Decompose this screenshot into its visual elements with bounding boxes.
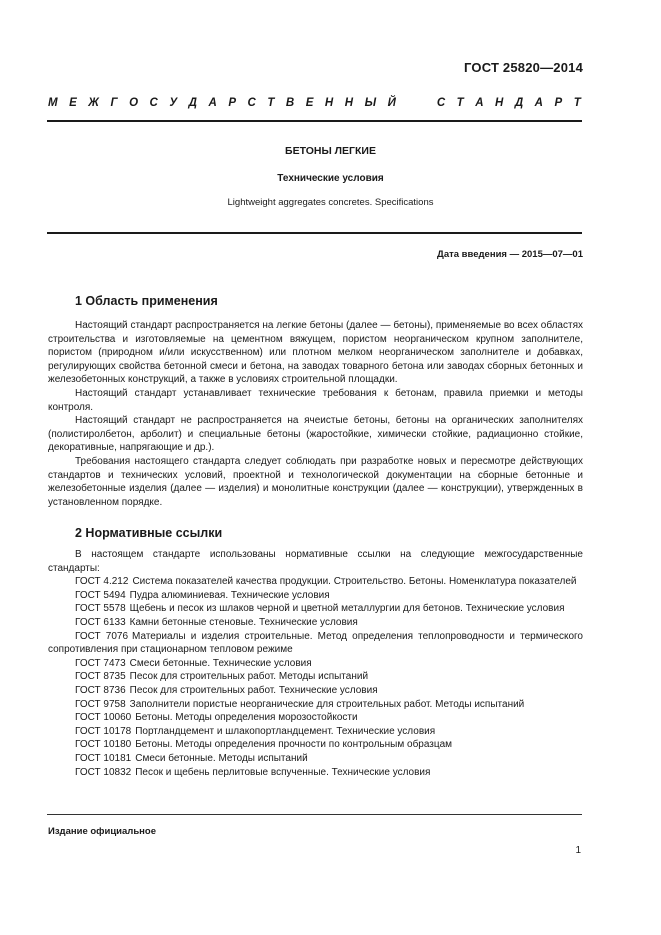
- reference-text: Смеси бетонные. Методы испытаний: [135, 752, 308, 764]
- document-code: ГОСТ 25820—2014: [464, 60, 583, 75]
- standard-type-letter: Г: [110, 97, 118, 109]
- standard-type-letter: С: [247, 97, 256, 109]
- reference-item: [48, 657, 583, 671]
- reference-text: Песок и щебень перлитовые вспученные. Технические условия: [135, 766, 431, 778]
- reference-code: ГОСТ 8735: [75, 671, 126, 683]
- standard-type-letter: Н: [324, 97, 334, 109]
- reference-item: [48, 752, 583, 766]
- standard-type-letter: О: [129, 97, 139, 109]
- reference-item: [48, 630, 583, 657]
- reference-text: Пудра алюминиевая. Технические условия: [129, 589, 330, 601]
- reference-code: ГОСТ 7473: [75, 657, 126, 669]
- paragraph: Настоящий стандарт распространяется на легкие бетоны (далее — бетоны), применяемые во всех областях строительства и изготовляемые на цементном вяжущем, пористом неорганическом крупном заполнителе, пористом (природном и/или искусственном) или плотном мелком неорганическом заполнителе и добавках, регулирующих свойства бетонной смеси и бетона, на заводах товарного бетона или заводах сборных бетонных и железобетонных конструкций, а также в условиях строительной площадки.: [48, 320, 583, 386]
- reference-item: [48, 766, 583, 780]
- standard-type-letter: А: [534, 97, 543, 109]
- reference-item: [48, 575, 583, 589]
- section-1-body: [48, 319, 583, 509]
- standard-type-letter: М: [48, 97, 58, 109]
- title-divider: [47, 232, 582, 234]
- reference-text: Заполнители пористые неорганические для строительных работ. Методы испытаний: [129, 698, 525, 710]
- reference-item: [48, 602, 583, 616]
- reference-code: ГОСТ 6133: [75, 616, 126, 628]
- standard-type-letter: Р: [228, 97, 236, 109]
- standard-type-letter: Т: [456, 97, 464, 109]
- standard-type-letter: В: [285, 97, 295, 109]
- standard-type-letter: А: [475, 97, 484, 109]
- reference-code: ГОСТ 4.212: [75, 576, 129, 588]
- reference-text: Портландцемент и шлакопортландцемент. Технические условия: [135, 725, 436, 737]
- reference-code: ГОСТ 7076: [75, 630, 129, 642]
- reference-text: Система показателей качества продукции. Строительство. Бетоны. Номенклатура показателей: [132, 576, 577, 588]
- reference-code: ГОСТ 5494: [75, 589, 126, 601]
- footer-divider: [47, 814, 582, 815]
- paragraph: Настоящий стандарт устанавливает технические требования к бетонам, правила приемки и методы контроля.: [48, 387, 583, 413]
- standard-type-letter: Ы: [364, 97, 377, 109]
- reference-code: ГОСТ 10832: [75, 766, 132, 778]
- document-subtitle: Технические условия: [277, 173, 384, 184]
- reference-text: Щебень и песок из шлаков черной и цветной металлургии для бетонов. Технические условия: [129, 603, 565, 615]
- standard-type-heading: [48, 97, 581, 113]
- reference-text: Камни бетонные стеновые. Технические условия: [129, 616, 358, 628]
- reference-item: [48, 616, 583, 630]
- paragraph: Настоящий стандарт не распространяется на ячеистые бетоны, бетоны на органических заполнителях (полистиролбетон, арболит) и специальные бетоны (жаростойкие, химически стойкие, радиационно стойкие, декоративные, напрягающие и др.).: [48, 415, 583, 454]
- word-gap: [407, 97, 410, 113]
- normative-references-list: [48, 575, 583, 779]
- reference-text: Бетоны. Методы определения прочности по контрольным образцам: [135, 739, 453, 751]
- standard-type-letter: Д: [514, 97, 524, 109]
- standard-type-letter: Р: [554, 97, 563, 109]
- reference-code: ГОСТ 5578: [75, 603, 126, 615]
- edition-label: Издание официальное: [48, 826, 156, 837]
- standard-type-letter: Е: [305, 97, 314, 109]
- standard-type-letter: Е: [69, 97, 77, 109]
- standard-type-letter: Т: [267, 97, 275, 109]
- reference-text: Бетоны. Методы определения морозостойкости: [135, 712, 358, 724]
- standard-type-letter: Т: [573, 97, 581, 109]
- reference-item: [48, 711, 583, 725]
- reference-code: ГОСТ 10060: [75, 712, 132, 724]
- english-title: Lightweight aggregates concretes. Specifications: [227, 197, 434, 208]
- section-2-body: [48, 548, 583, 779]
- document-title: БЕТОНЫ ЛЕГКИЕ: [285, 145, 376, 157]
- standard-type-letter: У: [169, 97, 178, 109]
- reference-item: [48, 725, 583, 739]
- standard-type-letter: Й: [387, 97, 396, 109]
- reference-item: [48, 589, 583, 603]
- page-number: 1: [575, 845, 581, 856]
- reference-code: ГОСТ 8736: [75, 684, 126, 696]
- standard-type-letter: С: [149, 97, 158, 109]
- standard-type-letter: Н: [344, 97, 354, 109]
- reference-item: [48, 684, 583, 698]
- reference-item: [48, 738, 583, 752]
- standard-type-letter: Н: [495, 97, 504, 109]
- word-gap: [422, 97, 425, 113]
- reference-code: ГОСТ 10180: [75, 739, 132, 751]
- reference-text: Смеси бетонные. Технические условия: [129, 657, 312, 669]
- reference-code: ГОСТ 9758: [75, 698, 126, 710]
- reference-code: ГОСТ 10178: [75, 725, 132, 737]
- section-2-heading: 2 Нормативные ссылки: [75, 526, 223, 540]
- reference-item: [48, 698, 583, 712]
- standard-type-letter: С: [436, 97, 446, 109]
- reference-text: Песок для строительных работ. Технические условия: [129, 684, 378, 696]
- section-1-heading: 1 Область применения: [75, 294, 218, 308]
- standard-type-letter: А: [208, 97, 217, 109]
- reference-text: Материалы и изделия строительные. Метод определения теплопроводности и термического сопротивления при стационарном тепловом режиме: [48, 630, 583, 656]
- introduction-date: Дата введения — 2015—07—01: [437, 249, 583, 260]
- reference-code: ГОСТ 10181: [75, 752, 132, 764]
- reference-item: [48, 670, 583, 684]
- standard-type-letter: Ж: [88, 97, 99, 109]
- paragraph: В настоящем стандарте использованы нормативные ссылки на следующие межгосударственные стандарты:: [48, 549, 583, 574]
- header-divider: [47, 120, 582, 122]
- reference-text: Песок для строительных работ. Методы испытаний: [129, 671, 369, 683]
- standard-type-letter: Д: [188, 97, 197, 109]
- paragraph: Требования настоящего стандарта следует соблюдать при разработке новых и пересмотре действующих стандартов и технических условий, проектной и технологической документации на сборные бетонные и железобетонные изделия (далее — изделия) и монолитные конструкции (далее — конструкции), утвержденных в установленном порядке.: [48, 455, 583, 508]
